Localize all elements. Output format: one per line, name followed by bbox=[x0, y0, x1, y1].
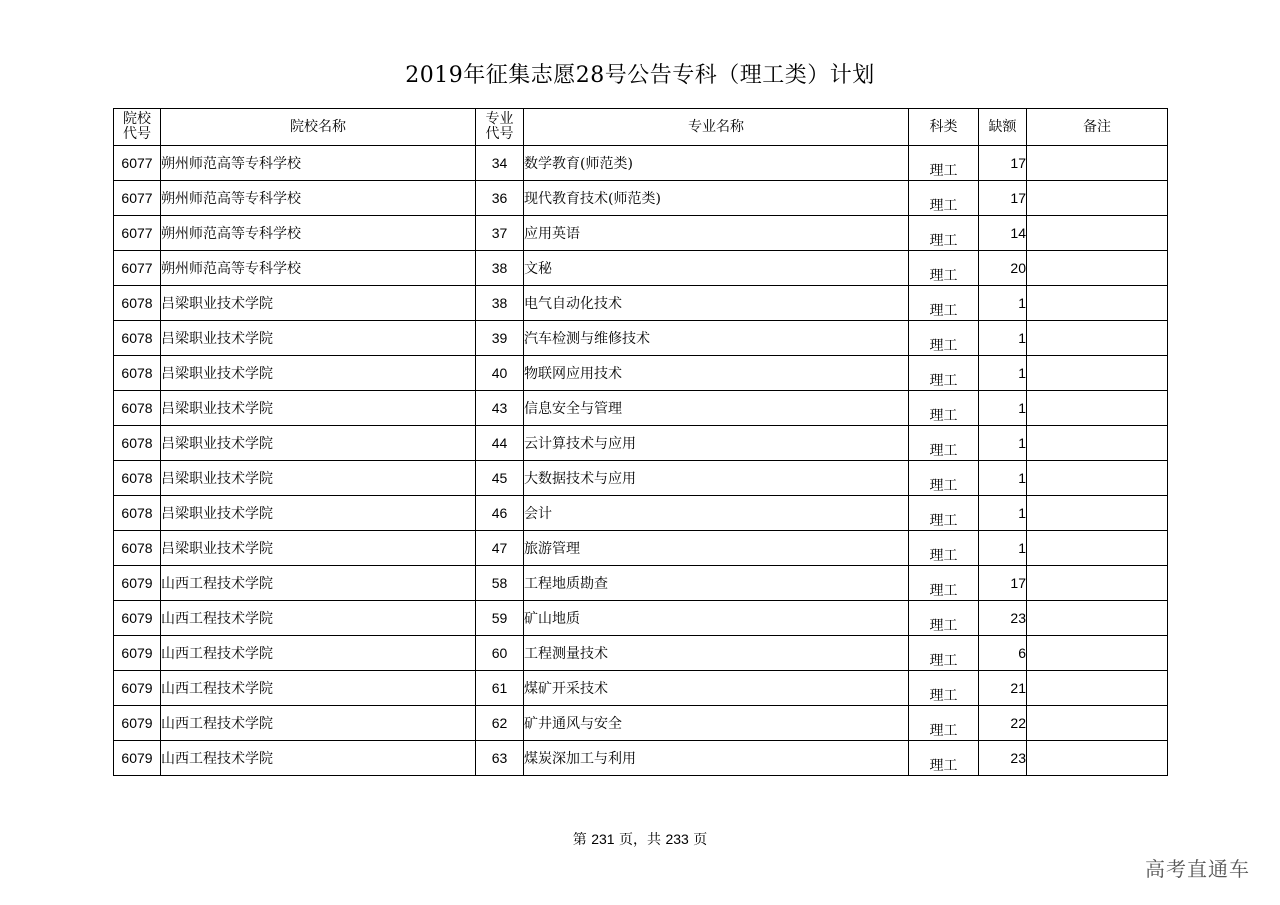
cell-remarks bbox=[1027, 356, 1168, 391]
table-row bbox=[114, 391, 1168, 426]
cell-remarks bbox=[1027, 671, 1168, 706]
cell-school-code: 6078 bbox=[114, 391, 161, 426]
cell-school-name: 山西工程技术学院 bbox=[161, 566, 476, 601]
cell-school-name: 山西工程技术学院 bbox=[161, 636, 476, 671]
cell-remarks bbox=[1027, 706, 1168, 741]
header-category: 科类 bbox=[909, 109, 979, 146]
cell-major-code: 58 bbox=[476, 566, 524, 601]
header-remarks: 备注 bbox=[1027, 109, 1168, 146]
cell-vacancy: 1 bbox=[979, 321, 1027, 356]
cell-vacancy: 17 bbox=[979, 181, 1027, 216]
table-row bbox=[114, 426, 1168, 461]
cell-remarks bbox=[1027, 461, 1168, 496]
cell-major-code: 39 bbox=[476, 321, 524, 356]
cell-vacancy: 1 bbox=[979, 356, 1027, 391]
cell-school-name: 山西工程技术学院 bbox=[161, 601, 476, 636]
cell-major-name: 会计 bbox=[524, 496, 909, 531]
table-row bbox=[114, 671, 1168, 706]
cell-vacancy: 1 bbox=[979, 391, 1027, 426]
cell-vacancy: 14 bbox=[979, 216, 1027, 251]
cell-major-code: 47 bbox=[476, 531, 524, 566]
cell-vacancy: 23 bbox=[979, 741, 1027, 776]
cell-vacancy: 1 bbox=[979, 426, 1027, 461]
cell-remarks bbox=[1027, 181, 1168, 216]
table-row bbox=[114, 566, 1168, 601]
cell-school-code: 6078 bbox=[114, 461, 161, 496]
cell-category: 理工 bbox=[909, 426, 979, 461]
footer-prefix: 第 bbox=[572, 832, 587, 848]
cell-school-code: 6079 bbox=[114, 566, 161, 601]
cell-major-name: 工程地质勘查 bbox=[524, 566, 909, 601]
footer-suffix: 页 bbox=[693, 832, 708, 848]
cell-remarks bbox=[1027, 566, 1168, 601]
cell-school-code: 6079 bbox=[114, 636, 161, 671]
cell-major-code: 38 bbox=[476, 251, 524, 286]
table-row bbox=[114, 216, 1168, 251]
cell-major-name: 汽车检测与维修技术 bbox=[524, 321, 909, 356]
cell-school-name: 山西工程技术学院 bbox=[161, 671, 476, 706]
cell-remarks bbox=[1027, 496, 1168, 531]
cell-remarks bbox=[1027, 251, 1168, 286]
footer-middle: 页，共 bbox=[619, 832, 661, 848]
cell-vacancy: 20 bbox=[979, 251, 1027, 286]
cell-category: 理工 bbox=[909, 566, 979, 601]
cell-major-code: 61 bbox=[476, 671, 524, 706]
cell-category: 理工 bbox=[909, 671, 979, 706]
cell-school-code: 6078 bbox=[114, 356, 161, 391]
cell-major-name: 旅游管理 bbox=[524, 531, 909, 566]
cell-major-name: 矿井通风与安全 bbox=[524, 706, 909, 741]
cell-remarks bbox=[1027, 636, 1168, 671]
cell-vacancy: 21 bbox=[979, 671, 1027, 706]
table-row bbox=[114, 321, 1168, 356]
cell-category: 理工 bbox=[909, 286, 979, 321]
header-vacancy: 缺额 bbox=[979, 109, 1027, 146]
cell-vacancy: 1 bbox=[979, 461, 1027, 496]
cell-school-name: 吕梁职业技术学院 bbox=[161, 321, 476, 356]
cell-remarks bbox=[1027, 321, 1168, 356]
cell-remarks bbox=[1027, 531, 1168, 566]
table-row bbox=[114, 181, 1168, 216]
cell-major-code: 40 bbox=[476, 356, 524, 391]
cell-major-name: 云计算技术与应用 bbox=[524, 426, 909, 461]
cell-major-name: 煤矿开采技术 bbox=[524, 671, 909, 706]
cell-remarks bbox=[1027, 286, 1168, 321]
cell-category: 理工 bbox=[909, 706, 979, 741]
cell-major-code: 62 bbox=[476, 706, 524, 741]
cell-school-name: 吕梁职业技术学院 bbox=[161, 286, 476, 321]
cell-vacancy: 1 bbox=[979, 286, 1027, 321]
table-row bbox=[114, 706, 1168, 741]
cell-category: 理工 bbox=[909, 496, 979, 531]
cell-category: 理工 bbox=[909, 216, 979, 251]
cell-school-name: 朔州师范高等专科学校 bbox=[161, 181, 476, 216]
cell-major-code: 44 bbox=[476, 426, 524, 461]
cell-school-name: 朔州师范高等专科学校 bbox=[161, 146, 476, 181]
cell-major-code: 46 bbox=[476, 496, 524, 531]
cell-major-name: 工程测量技术 bbox=[524, 636, 909, 671]
cell-category: 理工 bbox=[909, 636, 979, 671]
cell-school-code: 6079 bbox=[114, 741, 161, 776]
page-footer bbox=[0, 829, 1280, 849]
cell-category: 理工 bbox=[909, 741, 979, 776]
header-major-code: 专业 代号 bbox=[476, 109, 524, 146]
cell-school-code: 6077 bbox=[114, 181, 161, 216]
cell-school-code: 6078 bbox=[114, 531, 161, 566]
cell-vacancy: 1 bbox=[979, 496, 1027, 531]
cell-school-code: 6077 bbox=[114, 216, 161, 251]
cell-category: 理工 bbox=[909, 146, 979, 181]
cell-category: 理工 bbox=[909, 356, 979, 391]
cell-school-name: 吕梁职业技术学院 bbox=[161, 426, 476, 461]
cell-major-code: 34 bbox=[476, 146, 524, 181]
cell-major-name: 物联网应用技术 bbox=[524, 356, 909, 391]
cell-remarks bbox=[1027, 601, 1168, 636]
table-row bbox=[114, 286, 1168, 321]
cell-major-code: 63 bbox=[476, 741, 524, 776]
cell-school-name: 吕梁职业技术学院 bbox=[161, 356, 476, 391]
cell-category: 理工 bbox=[909, 321, 979, 356]
cell-school-code: 6079 bbox=[114, 706, 161, 741]
cell-major-name: 文秘 bbox=[524, 251, 909, 286]
cell-category: 理工 bbox=[909, 251, 979, 286]
cell-vacancy: 22 bbox=[979, 706, 1027, 741]
table-row bbox=[114, 356, 1168, 391]
cell-category: 理工 bbox=[909, 461, 979, 496]
cell-vacancy: 17 bbox=[979, 146, 1027, 181]
cell-vacancy: 6 bbox=[979, 636, 1027, 671]
cell-school-code: 6078 bbox=[114, 286, 161, 321]
cell-major-name: 大数据技术与应用 bbox=[524, 461, 909, 496]
cell-category: 理工 bbox=[909, 391, 979, 426]
cell-major-name: 现代教育技术(师范类) bbox=[524, 181, 909, 216]
cell-school-name: 吕梁职业技术学院 bbox=[161, 531, 476, 566]
cell-major-code: 60 bbox=[476, 636, 524, 671]
watermark-text: 高考直通车 bbox=[1145, 857, 1250, 881]
table-row bbox=[114, 636, 1168, 671]
cell-school-code: 6079 bbox=[114, 601, 161, 636]
cell-category: 理工 bbox=[909, 531, 979, 566]
cell-school-name: 朔州师范高等专科学校 bbox=[161, 251, 476, 286]
cell-remarks bbox=[1027, 216, 1168, 251]
header-school-code: 院校 代号 bbox=[114, 109, 161, 146]
header-school-name: 院校名称 bbox=[161, 109, 476, 146]
table-row bbox=[114, 601, 1168, 636]
cell-major-name: 信息安全与管理 bbox=[524, 391, 909, 426]
cell-major-code: 59 bbox=[476, 601, 524, 636]
cell-school-name: 吕梁职业技术学院 bbox=[161, 496, 476, 531]
table-header-row bbox=[114, 109, 1168, 146]
cell-category: 理工 bbox=[909, 181, 979, 216]
table-row bbox=[114, 741, 1168, 776]
cell-major-code: 37 bbox=[476, 216, 524, 251]
cell-major-code: 38 bbox=[476, 286, 524, 321]
cell-school-code: 6077 bbox=[114, 251, 161, 286]
cell-school-code: 6079 bbox=[114, 671, 161, 706]
footer-total-pages: 233 bbox=[665, 831, 689, 847]
table-row bbox=[114, 496, 1168, 531]
cell-vacancy: 17 bbox=[979, 566, 1027, 601]
cell-school-name: 吕梁职业技术学院 bbox=[161, 461, 476, 496]
cell-school-code: 6078 bbox=[114, 321, 161, 356]
cell-remarks bbox=[1027, 391, 1168, 426]
cell-remarks bbox=[1027, 146, 1168, 181]
cell-major-name: 矿山地质 bbox=[524, 601, 909, 636]
cell-remarks bbox=[1027, 426, 1168, 461]
cell-vacancy: 23 bbox=[979, 601, 1027, 636]
cell-major-code: 43 bbox=[476, 391, 524, 426]
cell-school-name: 山西工程技术学院 bbox=[161, 706, 476, 741]
cell-remarks bbox=[1027, 741, 1168, 776]
cell-school-name: 朔州师范高等专科学校 bbox=[161, 216, 476, 251]
cell-category: 理工 bbox=[909, 601, 979, 636]
cell-school-name: 山西工程技术学院 bbox=[161, 741, 476, 776]
cell-major-name: 煤炭深加工与利用 bbox=[524, 741, 909, 776]
cell-school-code: 6078 bbox=[114, 426, 161, 461]
table-row bbox=[114, 251, 1168, 286]
table-row bbox=[114, 146, 1168, 181]
cell-major-name: 数学教育(师范类) bbox=[524, 146, 909, 181]
table-row bbox=[114, 531, 1168, 566]
footer-page-number: 231 bbox=[591, 831, 615, 847]
cell-school-name: 吕梁职业技术学院 bbox=[161, 391, 476, 426]
cell-vacancy: 1 bbox=[979, 531, 1027, 566]
page-title: 2019年征集志愿28号公告专科（理工类）计划 bbox=[405, 63, 875, 88]
cell-major-code: 45 bbox=[476, 461, 524, 496]
cell-major-code: 36 bbox=[476, 181, 524, 216]
cell-school-code: 6078 bbox=[114, 496, 161, 531]
table-row bbox=[114, 461, 1168, 496]
enrollment-plan-table bbox=[113, 108, 1168, 776]
header-major-name: 专业名称 bbox=[524, 109, 909, 146]
cell-major-name: 电气自动化技术 bbox=[524, 286, 909, 321]
cell-major-name: 应用英语 bbox=[524, 216, 909, 251]
cell-school-code: 6077 bbox=[114, 146, 161, 181]
